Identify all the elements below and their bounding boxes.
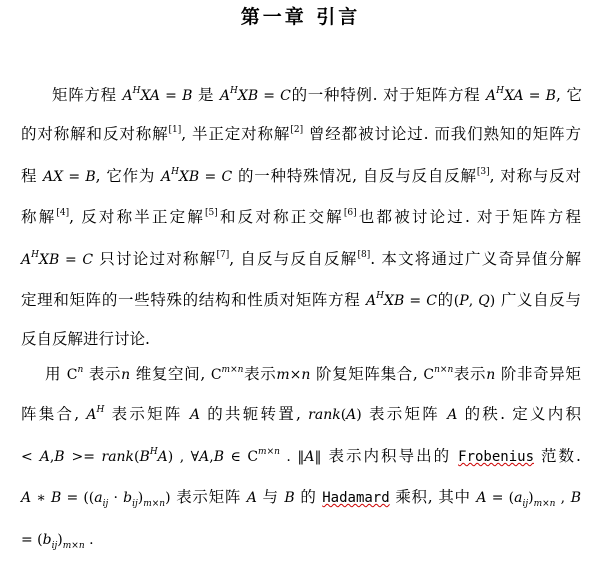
- citation: [4]: [56, 208, 70, 218]
- paragraph-line: 阵集合, $A^H$ 表示矩阵 A 的共轭转置, rank(A) 表示矩阵 A 的秩. 定义内积: [21, 405, 581, 423]
- paragraph-line: < $A,B >= rank(B^HA)$ , ∀A,B ∈ $C^{m\times n}$ . ‖A‖ 表示内积导出的 Frobenius 范数.: [21, 447, 581, 465]
- citation: [5]: [205, 208, 218, 218]
- paragraph-line: 矩阵方程 $A^HXA = B$ 是 $A^HXB = C$的一种特例. 对于矩阵方程 $A^HXA = B$, 它: [52, 86, 582, 104]
- paragraph-line: 的对称解和反对称解[1], 半正定对称解[2] 曾经都被讨论过. 而我们熟知的矩阵方: [21, 125, 581, 143]
- cut-off-line: [52, 565, 601, 577]
- paragraph-line: 定理和矩阵的一些特殊的结构和性质对矩阵方程 $A^HXB = C$的(P, Q) 广义自反与: [21, 291, 581, 309]
- chapter-title: 第一章 引言: [240, 6, 361, 28]
- paragraph-line: 反自反解进行讨论.: [21, 330, 150, 348]
- citation: [3]: [476, 167, 490, 177]
- citation: [1]: [168, 125, 182, 135]
- citation: [7]: [216, 250, 230, 260]
- paragraph-line: = $(b_{ij})_{m\times n}$ .: [21, 532, 94, 551]
- paragraph-line: $A^HXB = C$ 只讨论过对称解[7], 自反与反自反解[8]. 本文将通过广义奇异值分解: [21, 250, 581, 268]
- paragraph-line: 用 $C^n$ 表示n 维复空间, $C^{m\times n}$表示m×n 阶复矩阵集合, $C^{n\times n}$表示n 阶非奇异矩: [45, 365, 581, 383]
- paragraph-line: A ∗ $B = ((a_{ij} \cdot b_{ij})_{m\times n})$ 表示矩阵 A 与 B 的 Hadamard 乘积, 其中 $A = (a_{ij})_{m\times n}$ , B: [21, 488, 582, 509]
- paragraph-line: 程 AX = B, 它作为 $A^HXB = C$ 的一种特殊情况, 自反与反自反解[3], 对称与反对: [21, 167, 581, 185]
- citation: [8]: [357, 250, 371, 260]
- citation: [2]: [290, 125, 304, 135]
- citation: [6]: [343, 208, 357, 218]
- paragraph-line: 称解[4], 反对称半正定解[5]和反对称正交解[6]也都被讨论过. 对于矩阵方程: [21, 208, 581, 226]
